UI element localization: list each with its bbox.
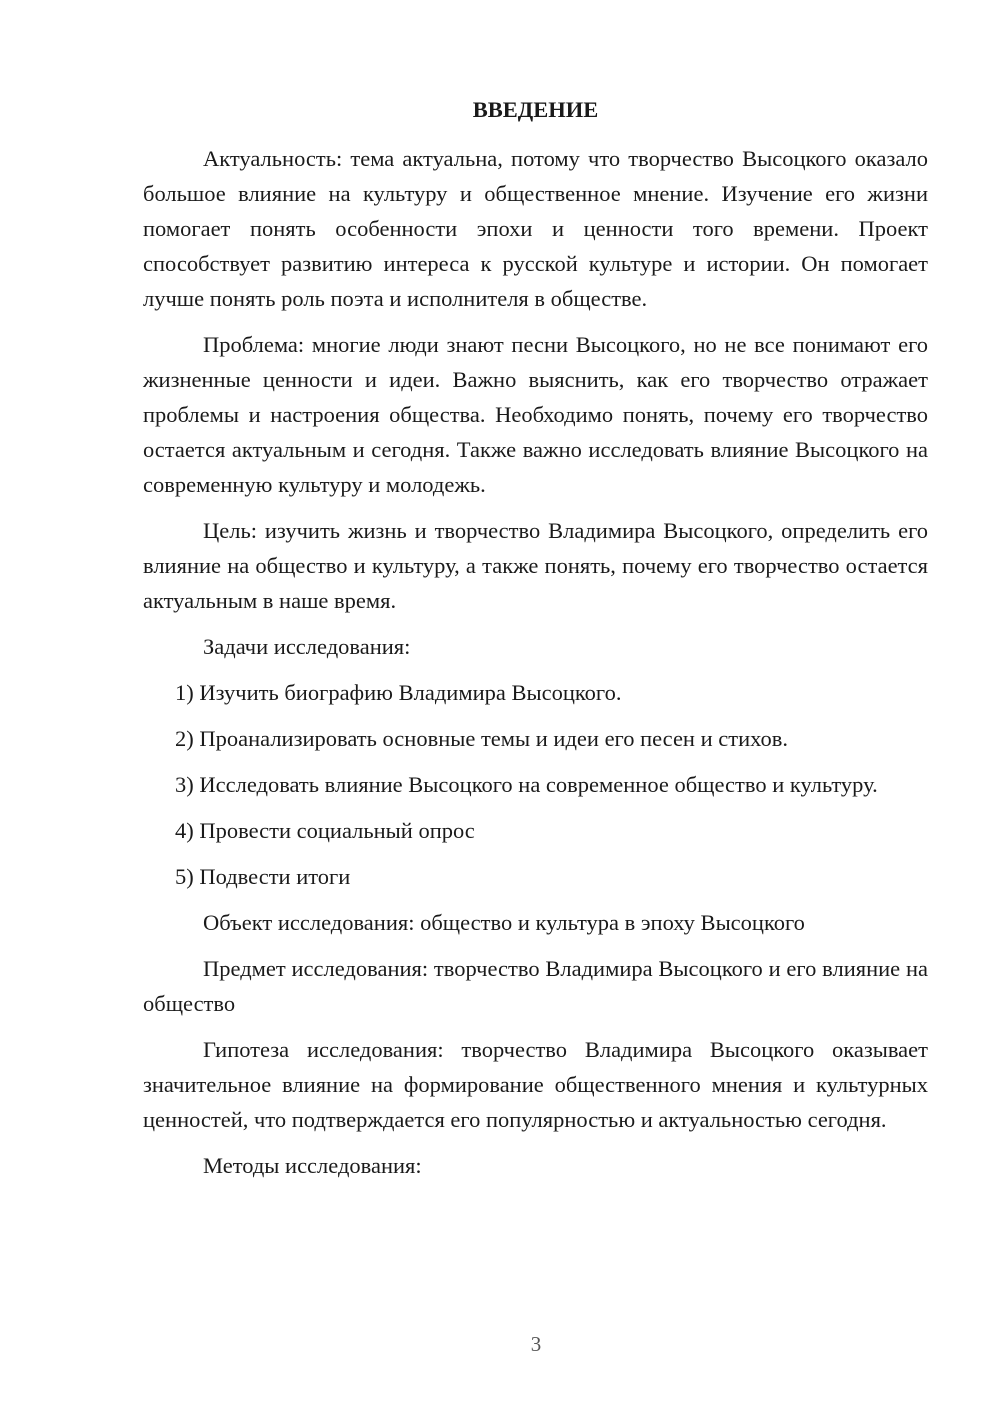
list-item: 5) Подвести итоги xyxy=(175,864,351,889)
list-item: 2) Проанализировать основные темы и идеи его песен и стихов. xyxy=(175,726,789,751)
list-item: 4) Провести социальный опрос xyxy=(175,818,475,843)
tasks-heading: Задачи исследования: xyxy=(203,634,411,659)
page-number: 3 xyxy=(530,1332,542,1356)
goal-paragraph: Цель: изучить жизнь и творчество Владимира Высоцкого, определить его влияние на общество и культуру, а также понять, почему его творчество остается актуальным в наше время. xyxy=(143,518,928,613)
list-item: 3) Исследовать влияние Высоцкого на современное общество и культуру. xyxy=(175,772,878,797)
problem-paragraph: Проблема: многие люди знают песни Высоцкого, но не все понимают его жизненные ценности и идеи. Важно выяснить, как его творчество отражает проблемы и настроения общества. Необходимо понять, почему его творчество остается актуальным и сегодня. Также важно исследовать влияние Высоцкого на современную культуру и молодежь. xyxy=(143,332,928,497)
list-item: 1) Изучить биографию Владимира Высоцкого. xyxy=(175,680,622,705)
methods-heading: Методы исследования: xyxy=(203,1153,422,1178)
page-title: ВВЕДЕНИЕ xyxy=(472,97,599,122)
relevance-paragraph: Актуальность: тема актуальна, потому что творчество Высоцкого оказало большое влияние на культуру и общественное мнение. Изучение его жизни помогает понять особенности эпохи и ценности того времени. Проект способствует развитию интереса к русской культуре и истории. Он помогает лучше понять роль поэта и исполнителя в обществе. xyxy=(143,146,928,311)
object-paragraph: Объект исследования: общество и культура в эпоху Высоцкого xyxy=(203,910,805,935)
hypothesis-paragraph: Гипотеза исследования: творчество Владимира Высоцкого оказывает значительное влияние на формирование общественного мнения и культурных ценностей, что подтверждается его популярностью и актуальностью сегодня. xyxy=(143,1037,928,1132)
document-page xyxy=(143,92,928,1194)
subject-paragraph: Предмет исследования: творчество Владимира Высоцкого и его влияние на общество xyxy=(143,956,928,1016)
tasks-list xyxy=(143,675,928,894)
